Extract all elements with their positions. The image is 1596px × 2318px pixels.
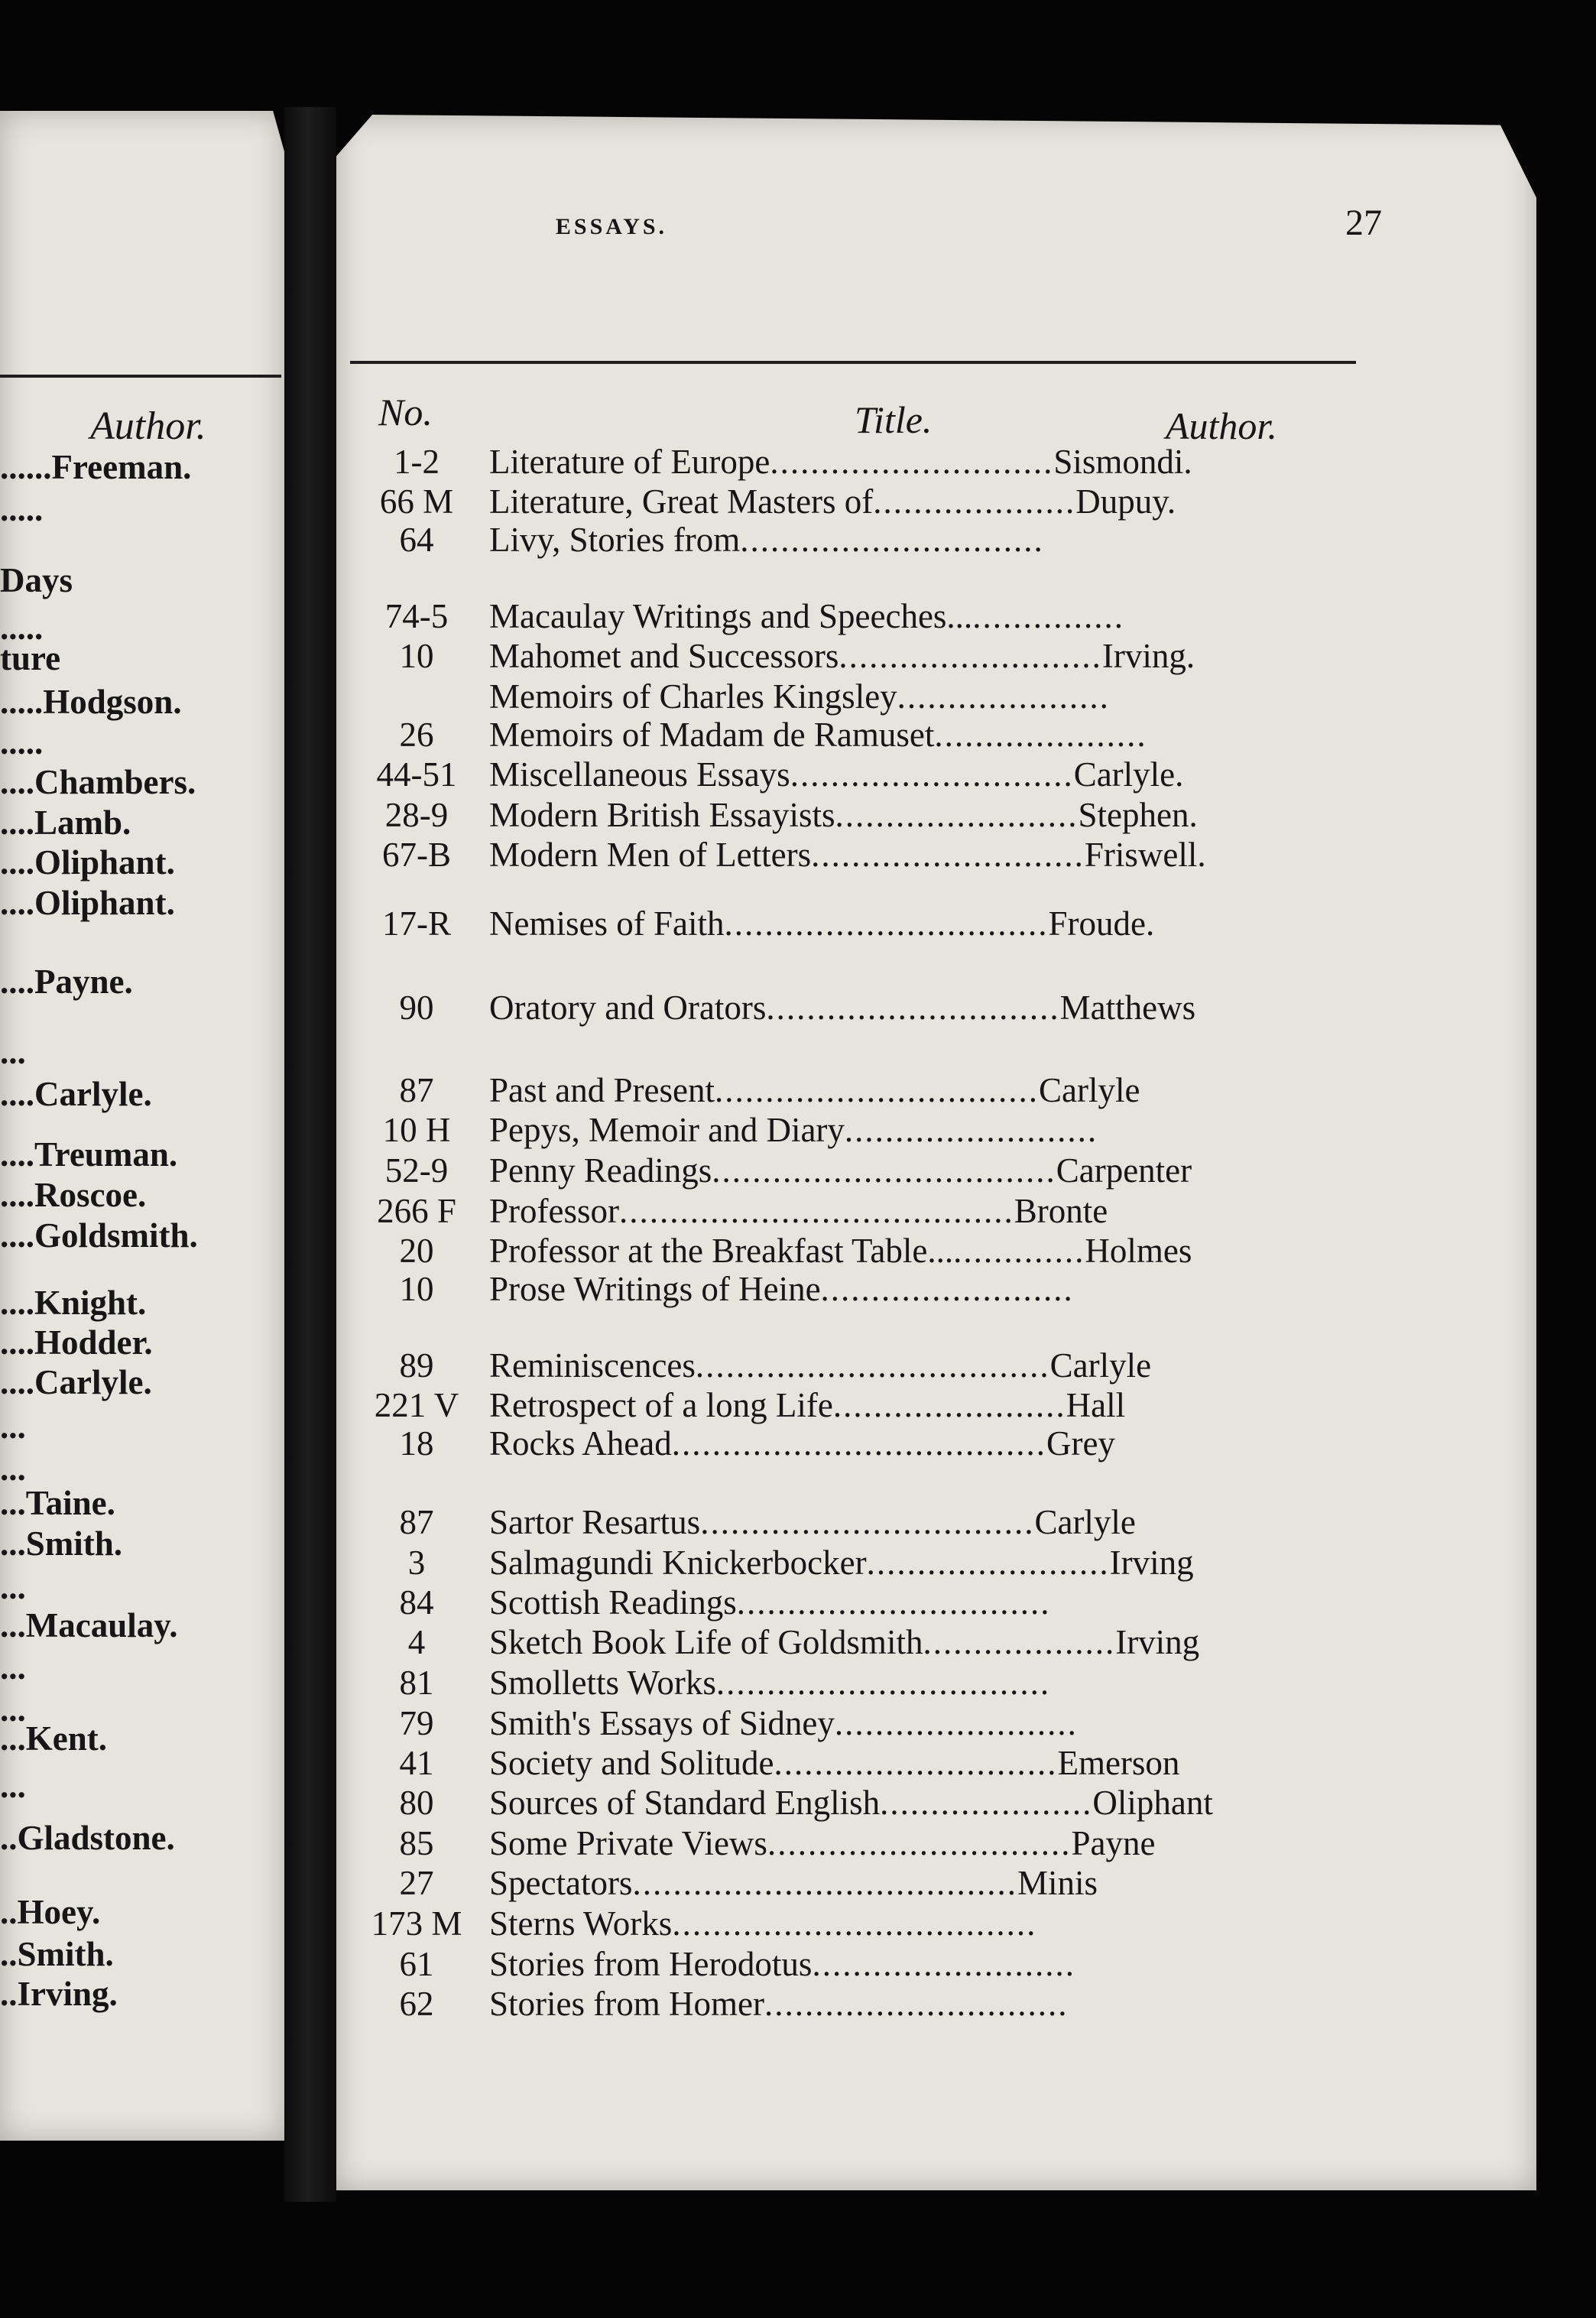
entry-title: Professor at the Breakfast Table...: [489, 1232, 954, 1270]
entry-number: 67-B: [382, 836, 451, 874]
dot-leader: ........................: [835, 796, 1079, 834]
entry-title-line: [489, 636, 1437, 676]
catalogue-entry: [352, 795, 1475, 835]
entry-title-line: [489, 1424, 1437, 1463]
dot-leader: ...........................: [811, 836, 1085, 874]
entry-author: Froude.: [1048, 904, 1155, 943]
entry-title: Sterns Works: [489, 1904, 673, 1943]
dot-leader: ....................................: [672, 1904, 1037, 1943]
dot-leader: ....................: [873, 482, 1076, 521]
entry-title: Retrospect of a long Life: [489, 1386, 833, 1424]
entry-number: 52-9: [384, 1151, 449, 1190]
catalogue-entry: [352, 1583, 1475, 1622]
entry-title: Some Private Views: [489, 1824, 767, 1862]
entry-title: Stories from Homer: [489, 1985, 764, 2023]
catalogue-entry: [352, 1743, 1475, 1783]
book-gutter: [284, 107, 336, 2202]
entry-title-line: [489, 1783, 1437, 1823]
entry-number: 61: [399, 1945, 434, 1983]
entry-title: Spectators: [489, 1864, 633, 1902]
left-page-line: ....Lamb.: [0, 804, 131, 842]
left-page-line: ...Taine.: [0, 1484, 115, 1522]
dot-leader: .....................: [897, 677, 1110, 716]
left-page-line: ....Oliphant.: [0, 843, 175, 881]
catalogue-entry: [352, 715, 1475, 755]
entry-title-line: [489, 1823, 1437, 1863]
entry-title-line: [489, 1583, 1437, 1622]
dot-leader: .................................: [700, 1503, 1035, 1541]
entry-title: Smolletts Works: [489, 1664, 716, 1702]
entry-title: Sartor Resartus: [489, 1503, 701, 1541]
dot-leader: .......................................: [618, 1192, 1014, 1230]
entry-title: Sources of Standard English: [489, 1784, 881, 1822]
catalogue-entry: [352, 1269, 1475, 1309]
left-page-line: ..Smith.: [0, 1935, 114, 1973]
entry-number: 85: [399, 1824, 434, 1862]
catalogue-entry: [352, 755, 1475, 794]
left-page-line: ...: [0, 1450, 26, 1488]
entry-author: Friswell.: [1084, 836, 1206, 874]
catalogue-entry: [352, 596, 1475, 636]
dot-leader: ......................................: [632, 1864, 1017, 1902]
left-page-line: ....Chambers.: [0, 763, 196, 801]
left-page-line: ....Roscoe.: [0, 1176, 147, 1214]
entry-title: Livy, Stories from: [489, 521, 741, 559]
left-page-line: ...: [0, 1767, 26, 1805]
entry-title-line: [489, 482, 1437, 521]
dot-leader: ............................: [770, 443, 1054, 481]
left-page-line: .....: [0, 723, 44, 761]
entry-author: Irving: [1115, 1623, 1200, 1661]
dot-leader: .....................: [934, 716, 1147, 754]
entry-title: Stories from Herodotus: [489, 1945, 813, 1983]
entry-title-line: [489, 1269, 1437, 1309]
entry-title: Prose Writings of Heine: [489, 1270, 821, 1308]
dot-leader: ............................: [790, 755, 1074, 794]
entry-author: Matthews: [1059, 989, 1196, 1027]
left-page-line: ...: [0, 1690, 26, 1729]
left-page-line: .....: [0, 609, 44, 647]
left-page-line: ....Knight.: [0, 1284, 147, 1322]
catalogue-entry: [352, 1110, 1475, 1150]
dot-leader: .....................: [880, 1784, 1093, 1822]
entry-title-line: [489, 755, 1437, 794]
catalogue-entry: [352, 677, 1475, 716]
dot-leader: ................................: [714, 1071, 1039, 1109]
entry-title-line: [489, 1191, 1437, 1231]
entry-title-line: [489, 1385, 1437, 1425]
left-page-line: ..Hoey.: [0, 1893, 101, 1931]
dot-leader: .....................................: [671, 1424, 1046, 1463]
entry-author: Grey: [1046, 1424, 1115, 1463]
entry-title: Professor: [489, 1192, 619, 1230]
catalogue-entry: [352, 1543, 1475, 1583]
dot-leader: .................................: [715, 1664, 1051, 1702]
entry-number: 90: [399, 989, 434, 1027]
left-page-line: ...Kent.: [0, 1719, 107, 1758]
catalogue-entry: [352, 1663, 1475, 1703]
entry-title: Smith's Essays of Sidney: [489, 1704, 835, 1742]
entry-title-line: [489, 1231, 1437, 1271]
entry-author: Oliphant: [1092, 1784, 1213, 1822]
running-header: ESSAYS.: [555, 214, 668, 239]
dot-leader: ........................: [834, 1704, 1078, 1742]
entry-title: Modern British Essayists: [489, 796, 835, 834]
catalogue-entry: [352, 1070, 1475, 1110]
left-header-rule: [0, 375, 281, 378]
left-page-line: .....: [0, 490, 44, 528]
catalogue-entry: [352, 1346, 1475, 1385]
dot-leader: .........................: [844, 1111, 1098, 1149]
entry-number: 26: [399, 716, 434, 754]
entry-author: Holmes: [1085, 1232, 1192, 1270]
entry-number: 221 V: [374, 1386, 459, 1424]
catalogue-entry: [352, 1783, 1475, 1823]
entry-title: Literature of Europe: [489, 443, 770, 481]
entry-title: Rocks Ahead: [489, 1424, 672, 1463]
entry-number: 1-2: [394, 443, 440, 481]
entry-number: 89: [399, 1346, 434, 1385]
catalogue-entry: [352, 1863, 1475, 1903]
left-page-line: ....Goldsmith.: [0, 1216, 198, 1255]
catalogue-entry: [352, 1424, 1475, 1463]
catalogue-entry: [352, 1502, 1475, 1542]
entry-author: Irving: [1109, 1544, 1194, 1582]
dot-leader: ...............: [972, 597, 1124, 635]
entry-number: 3: [407, 1544, 426, 1582]
entry-title: Literature, Great Masters of: [489, 482, 874, 521]
entry-author: Irving.: [1101, 637, 1195, 675]
entry-title-line: [489, 596, 1437, 636]
dot-leader: ...................: [923, 1623, 1116, 1661]
dot-leader: ..................................: [712, 1151, 1056, 1190]
catalogue-entry: [352, 636, 1475, 676]
entry-title-line: [489, 1904, 1437, 1943]
entry-number: 84: [399, 1583, 434, 1622]
entry-number: 41: [399, 1744, 434, 1782]
catalogue-entry: [352, 1944, 1475, 1984]
column-header-no: No.: [378, 391, 433, 433]
entry-author: Emerson: [1057, 1744, 1180, 1782]
dot-leader: .............: [953, 1232, 1085, 1270]
left-page-line: ...: [0, 1407, 26, 1446]
entry-title-line: [489, 1663, 1437, 1703]
entry-title: Oratory and Orators: [489, 989, 767, 1027]
entry-author: Carlyle: [1049, 1346, 1152, 1385]
entry-title: Memoirs of Madam de Ramuset: [489, 716, 935, 754]
dot-leader: ..........................: [839, 637, 1102, 675]
header-rule: [350, 361, 1356, 364]
catalogue-entry: [352, 1984, 1475, 2024]
left-page-line: ture: [0, 639, 61, 677]
entry-title: Penny Readings: [489, 1151, 712, 1190]
entry-title: Salmagundi Knickerbocker: [489, 1544, 867, 1582]
entry-title-line: [489, 442, 1437, 482]
entry-title: Past and Present: [489, 1071, 715, 1109]
entry-author: Minis: [1017, 1864, 1098, 1902]
entry-title-line: [489, 1151, 1437, 1190]
dot-leader: .......................: [832, 1386, 1066, 1424]
entry-title-line: [489, 520, 1437, 560]
entry-number: 87: [399, 1071, 434, 1109]
entry-author: Payne: [1071, 1824, 1156, 1862]
entry-title-line: [489, 1863, 1437, 1903]
entry-number: 81: [399, 1664, 434, 1702]
entry-number: 173 M: [371, 1904, 462, 1943]
page-number: 27: [1345, 203, 1382, 243]
entry-number: 18: [399, 1424, 434, 1463]
entry-title: Pepys, Memoir and Diary: [489, 1111, 845, 1149]
catalogue-entry: [352, 482, 1475, 521]
left-page-line: ....Oliphant.: [0, 884, 175, 922]
entry-number: 4: [407, 1623, 426, 1661]
entry-title: Miscellaneous Essays: [489, 755, 790, 794]
entry-author: Bronte: [1014, 1192, 1108, 1230]
left-page-line: .....Hodgson.: [0, 683, 182, 721]
column-header-title: Title.: [855, 398, 933, 441]
entry-title-line: [489, 1502, 1437, 1542]
entry-title-line: [489, 1543, 1437, 1583]
entry-author: Dupuy.: [1075, 482, 1176, 521]
entry-title: Mahomet and Successors: [489, 637, 839, 675]
catalogue-entry: [352, 1385, 1475, 1425]
entry-number: 66 M: [379, 482, 454, 521]
entry-author: Hall: [1066, 1386, 1126, 1424]
catalogue-entry: [352, 1231, 1475, 1271]
catalogue-entry: [352, 835, 1475, 875]
dot-leader: ..............................: [764, 1985, 1069, 2023]
left-author-column-header: Author.: [90, 404, 206, 448]
entry-number: 62: [399, 1985, 434, 2023]
entry-number: 266 F: [377, 1192, 456, 1230]
entry-title-line: [489, 715, 1437, 755]
entry-title-line: [489, 1984, 1437, 2024]
entry-number: 10: [399, 637, 434, 675]
catalogue-entry: [352, 442, 1475, 482]
entry-author: Stephen.: [1078, 796, 1198, 834]
dot-leader: ...............................: [736, 1583, 1051, 1622]
entry-title: Modern Men of Letters: [489, 836, 812, 874]
entry-title-line: [489, 1743, 1437, 1783]
entry-title-line: [489, 1944, 1437, 1984]
entry-number: 27: [399, 1864, 434, 1902]
left-page-line: ....Carlyle.: [0, 1075, 152, 1113]
entry-title-line: [489, 1622, 1437, 1662]
dot-leader: ..............................: [767, 1824, 1072, 1862]
entry-author: Carpenter: [1056, 1151, 1192, 1190]
left-page-line: ...: [0, 1568, 26, 1606]
dot-leader: ..........................: [812, 1945, 1075, 1983]
dot-leader: ............................: [774, 1744, 1058, 1782]
catalogue-entry: [352, 1622, 1475, 1662]
entry-author: Carlyle: [1034, 1503, 1136, 1541]
entry-number: 87: [399, 1503, 434, 1541]
dot-leader: ................................: [724, 904, 1049, 943]
entry-number: 44-51: [376, 755, 457, 794]
entry-title-line: [489, 1703, 1437, 1743]
entry-title: Nemises of Faith: [489, 904, 725, 943]
entry-number: 28-9: [384, 796, 449, 834]
entry-title-line: [489, 1110, 1437, 1150]
catalogue-entry: [352, 520, 1475, 560]
catalogue-entry: [352, 1151, 1475, 1190]
entry-author: Sismondi.: [1053, 443, 1192, 481]
entry-title-line: [489, 795, 1437, 835]
catalogue-entry: [352, 988, 1475, 1028]
entry-number: 64: [399, 521, 434, 559]
dot-leader: ...................................: [695, 1346, 1050, 1385]
entry-title-line: [489, 677, 1437, 716]
left-page-line: ...Smith.: [0, 1524, 123, 1563]
catalogue-entry: [352, 1191, 1475, 1231]
dot-leader: .............................: [766, 989, 1060, 1027]
entry-title-line: [489, 1346, 1437, 1385]
catalogue-entry: [352, 904, 1475, 943]
entry-number: 80: [399, 1784, 434, 1822]
entry-title-line: [489, 1070, 1437, 1110]
entry-title: Sketch Book Life of Goldsmith: [489, 1623, 923, 1661]
entry-number: 10: [399, 1270, 434, 1308]
left-page-line: ....Treuman.: [0, 1135, 178, 1174]
catalogue-entry: [352, 1823, 1475, 1863]
entry-title-line: [489, 904, 1437, 943]
entry-number: 17-R: [382, 904, 451, 943]
dot-leader: .........................: [820, 1270, 1074, 1308]
entry-author: Carlyle.: [1073, 755, 1184, 794]
entry-number: 10 H: [382, 1111, 451, 1149]
entry-title: Society and Solitude: [489, 1744, 774, 1782]
left-page-line: ......Freeman.: [0, 448, 192, 486]
left-page-line: ..Irving.: [0, 1975, 118, 2013]
entry-title-line: [489, 835, 1437, 875]
entry-number: 74-5: [384, 597, 449, 635]
left-page-line: ....Carlyle.: [0, 1363, 152, 1401]
left-page-line: ..Gladstone.: [0, 1819, 175, 1857]
left-page-line: ...Macaulay.: [0, 1606, 178, 1644]
column-header-author: Author.: [1166, 404, 1277, 447]
entry-title: Reminiscences: [489, 1346, 696, 1385]
entry-title: Memoirs of Charles Kingsley: [489, 677, 897, 716]
left-page-line: ...: [0, 1033, 26, 1071]
entry-number: 79: [399, 1704, 434, 1742]
left-page-line: ....Hodder.: [0, 1323, 153, 1362]
entry-number: 20: [399, 1232, 434, 1270]
dot-leader: ..............................: [740, 521, 1044, 559]
left-page-line: ...: [0, 1648, 26, 1687]
left-page-line: Days: [0, 561, 73, 599]
entry-title: Macaulay Writings and Speeches...: [489, 597, 973, 635]
left-page-line: ....Payne.: [0, 963, 133, 1001]
dot-leader: ........................: [866, 1544, 1110, 1582]
entry-title-line: [489, 988, 1437, 1028]
catalogue-entry: [352, 1904, 1475, 1943]
catalogue-entry: [352, 1703, 1475, 1743]
entry-author: Carlyle: [1038, 1071, 1140, 1109]
entry-title: Scottish Readings: [489, 1583, 737, 1622]
